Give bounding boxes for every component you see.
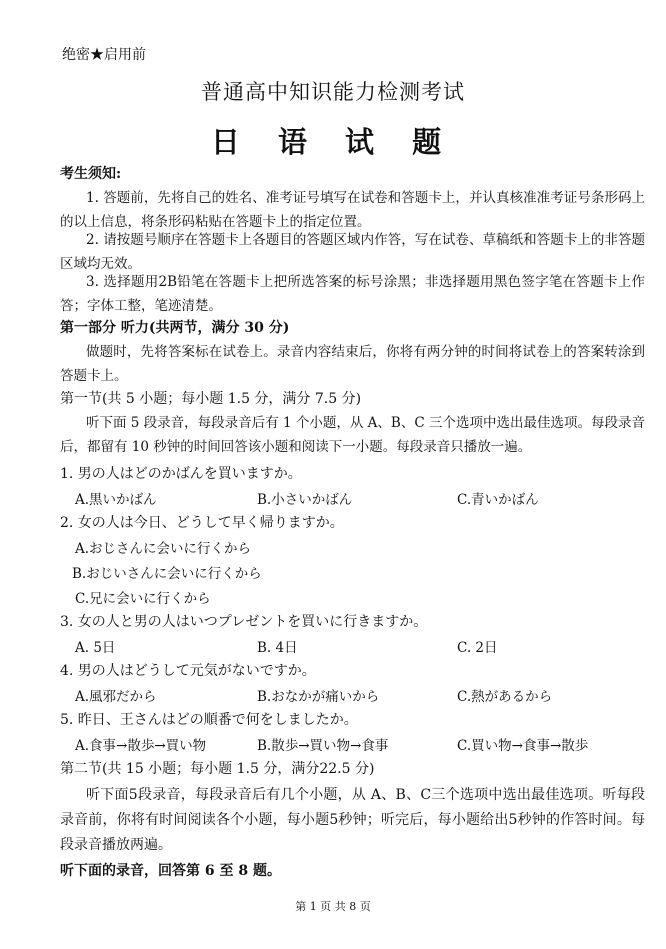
question-1-option-b: B.小さいかばん xyxy=(257,492,353,508)
section1-instructions: 听下面 5 段录音，每段录音后有 1 个小题，从 A、B、C 三个选项中选出最佳选项。每段录音后，都留有 10 秒钟的时间回答该小题和阅读下一小题。每段录音只播放一遍。 xyxy=(60,415,645,455)
question-4-stem: 4. 男の人はどうして元気がないですか。 xyxy=(60,663,316,679)
section2-prompt: 听下面的录音，回答第 6 至 8 题。 xyxy=(60,863,281,879)
question-2-option-a: A.おじさんに会いに行くから xyxy=(75,541,252,557)
question-5-option-c: C.買い物→食事→散歩 xyxy=(457,738,589,754)
question-2-stem: 2. 女の人は今日、どうして早く帰りますか。 xyxy=(60,515,344,531)
question-2-option-b: B.おじいさんに会いに行くから xyxy=(72,566,262,582)
notice-item-3: 3. 选择题用2B铅笔在答题卡上把所选答案的标号涂黑；非选择题用黑色签字笔在答题卡上作答；字体工整，笔迹清楚。 xyxy=(60,274,645,314)
confidential-label: 绝密★启用前 xyxy=(62,47,146,63)
notice-heading: 考生须知: xyxy=(60,166,122,182)
question-2-option-c: C.兄に会いに行くから xyxy=(75,591,211,607)
page-number: 第 1 页 共 8 页 xyxy=(295,900,371,913)
question-1-option-a: A.黒いかばん xyxy=(75,492,157,508)
section2-heading: 第二节(共 15 小题；每小题 1.5 分，满分22.5 分) xyxy=(60,761,375,777)
question-4-option-c: C.熱があるから xyxy=(457,689,553,705)
question-1-option-c: C.青いかばん xyxy=(457,492,539,508)
question-3-stem: 3. 女の人と男の人はいつプレゼントを買いに行きますか。 xyxy=(60,614,428,630)
section2-instructions: 听下面5段录音，每段录音后有几个小题，从 A、B、C三个选项中选出最佳选项。听每段录音前，你将有时间阅读各个小题，每小题5秒钟；听完后，每小题给出5秒钟的作答时间。每段录音播放两遍。 xyxy=(60,787,645,853)
question-5-option-b: B.散歩→買い物→食事 xyxy=(257,738,389,754)
question-5-stem: 5. 昨日、王さんはどの順番で何をしましたか。 xyxy=(60,712,358,728)
question-5-option-a: A.食事→散歩→買い物 xyxy=(75,738,207,754)
question-1-stem: 1. 男の人はどのかばんを買いますか。 xyxy=(60,466,302,482)
subject-title: 日 语 试 题 xyxy=(210,125,456,159)
question-3-option-a: A. 5日 xyxy=(75,640,116,656)
question-4-option-b: B.おなかが痛いから xyxy=(257,689,380,705)
exam-title: 普通高中知识能力检测考试 xyxy=(201,80,465,104)
question-3-option-b: B. 4日 xyxy=(257,640,298,656)
question-3-option-c: C. 2日 xyxy=(457,640,498,656)
part1-heading: 第一部分 听力(共两节，满分 30 分) xyxy=(60,320,290,336)
section1-heading: 第一节(共 5 小题；每小题 1.5 分，满分 7.5 分) xyxy=(60,391,362,407)
notice-item-2: 2. 请按题号顺序在答题卡上各题目的答题区域内作答，写在试卷、草稿纸和答题卡上的非答题区域均无效。 xyxy=(60,232,645,272)
question-4-option-a: A.風邪だから xyxy=(75,689,157,705)
part1-intro: 做题时，先将答案标在试卷上。录音内容结束后，你将有两分钟的时间将试卷上的答案转涂到答题卡上。 xyxy=(60,344,645,384)
notice-item-1: 1. 答题前，先将自己的姓名、准考证号填写在试卷和答题卡上，并认真核准准考证号条形码上的以上信息，将条形码粘贴在答题卡上的指定位置。 xyxy=(60,190,645,230)
